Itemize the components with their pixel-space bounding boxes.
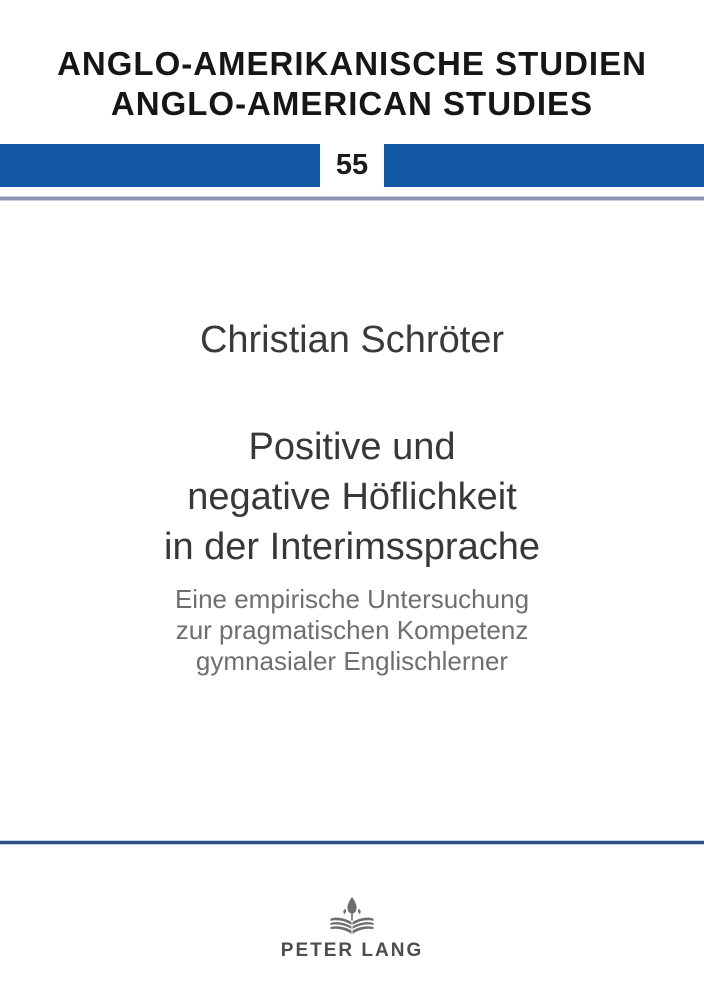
publisher-logo — [0, 896, 704, 938]
book-title-line-1: Positive und — [248, 426, 456, 468]
volume-band-right-bar — [384, 144, 704, 187]
footer-divider-rule — [0, 840, 704, 845]
book-subtitle-line-1: Eine empirische Untersuchung — [174, 584, 530, 614]
book-subtitle — [0, 584, 704, 677]
publisher-name: PETER LANG — [280, 940, 424, 961]
header-divider-rule — [0, 196, 704, 201]
series-title-german: ANGLO-AMERIKANISCHE STUDIEN — [57, 45, 647, 82]
series-header — [0, 44, 704, 124]
peter-lang-book-tree-icon — [329, 896, 375, 938]
series-title-english: ANGLO-AMERICAN STUDIES — [110, 85, 594, 122]
author-name: Christian Schröter — [199, 319, 505, 361]
book-title-line-2: negative Höflichkeit — [187, 476, 517, 518]
book-title-line-3: in der Interimssprache — [164, 526, 540, 568]
book-subtitle-line-2: zur pragmatischen Kompetenz — [175, 615, 529, 645]
volume-number: 55 — [320, 144, 384, 187]
volume-band — [0, 144, 704, 187]
book-title — [0, 422, 704, 572]
book-subtitle-line-3: gymnasialer Englischlerner — [195, 646, 509, 676]
volume-band-left-bar — [0, 144, 320, 187]
